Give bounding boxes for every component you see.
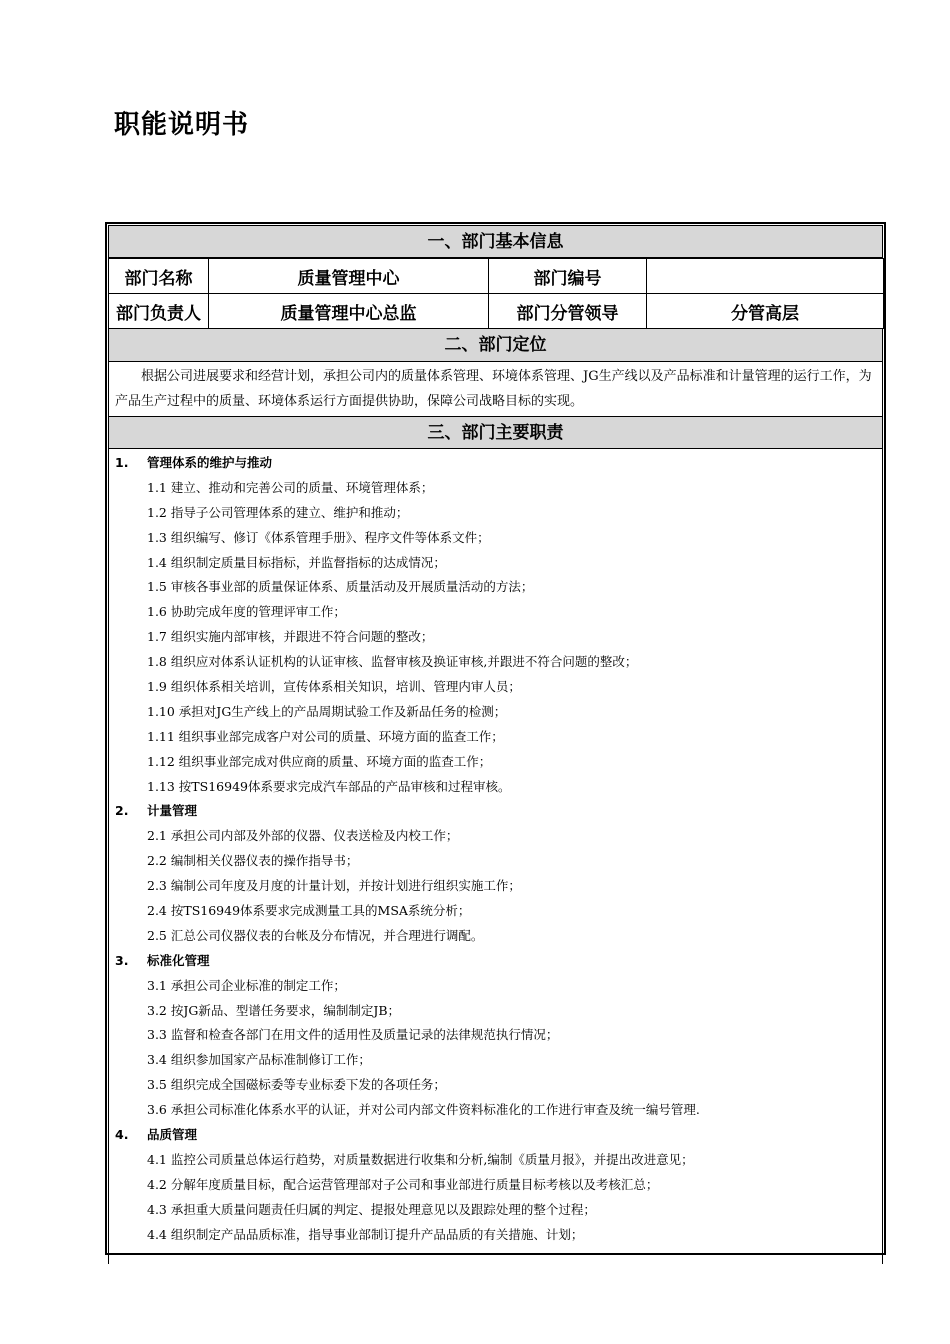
duty-group-number: 2. (115, 803, 129, 819)
duty-group-label: 标准化管理 (147, 952, 210, 968)
duty-item: 2.4 按TS16949体系要求完成测量工具的MSA系统分析； (147, 903, 471, 919)
duty-item: 1.9 组织体系相关培训，宣传体系相关知识，培训、管理内审人员； (147, 679, 521, 695)
duty-item: 1.10 承担对JG生产线上的产品周期试验工作及新品任务的检测； (147, 703, 507, 719)
basic-info-table (108, 258, 884, 329)
duty-item: 3.2 按JG新品、型谱任务要求，编制制定JB； (147, 1002, 401, 1018)
duty-item: 4.2 分解年度质量目标，配合运营管理部对子公司和事业部进行质量目标考核以及考核汇总； (147, 1176, 659, 1192)
duty-group-label: 管理体系的维护与推动 (147, 455, 273, 470)
duty-item: 1.4 组织制定质量目标指标，并监督指标的达成情况； (147, 554, 446, 570)
duty-item: 4.3 承担重大质量问题责任归属的判定、提报处理意见以及跟踪处理的整个过程； (147, 1201, 596, 1217)
duty-group-title (109, 1123, 882, 1148)
table-row (109, 259, 884, 294)
value-supervising-leader: 分管高层 (647, 294, 884, 329)
duty-item: 3.4 组织参加国家产品标准制修订工作； (147, 1052, 371, 1068)
duty-item: 3.6 承担公司标准化体系水平的认证，并对公司内部文件资料标准化的工作进行审查及统一编号管理. (147, 1102, 700, 1118)
value-dept-code (647, 259, 884, 294)
table-row (109, 294, 884, 329)
duty-item: 2.3 编制公司年度及月度的计量计划，并按计划进行组织实施工作； (147, 878, 521, 894)
value-dept-head: 质量管理中心总监 (209, 294, 489, 329)
duty-item: 1.11 组织事业部完成客户对公司的质量、环境方面的监查工作； (147, 728, 504, 744)
duty-item: 4.4 组织制定产品品质标准，指导事业部制订提升产品品质的有关措施、计划； (147, 1226, 584, 1242)
duty-item: 1.13 按TS16949体系要求完成汽车部品的产品审核和过程审核。 (147, 778, 511, 794)
duty-group-title (109, 451, 882, 476)
positioning-text: 根据公司进展要求和经营计划，承担公司内的质量体系管理、环境体系管理、JG生产线以及产品标准和计量管理的运行工作，为产品生产过程中的质量、环境体系运行方面提供协助，保障公司战略目标的实现。 (108, 362, 883, 416)
duty-group-title (109, 949, 882, 974)
duty-item: 1.2 指导子公司管理体系的建立、维护和推动； (147, 504, 409, 520)
duty-group-label: 品质管理 (147, 1127, 198, 1143)
duty-item: 3.5 组织完成全国磁标委等专业标委下发的各项任务； (147, 1077, 446, 1093)
duty-group-number: 4. (115, 1127, 129, 1143)
duty-item: 1.6 协助完成年度的管理评审工作； (147, 604, 346, 620)
label-dept-code: 部门编号 (489, 259, 647, 294)
duty-item: 4.1 监控公司质量总体运行趋势，对质量数据进行收集和分析,编制《质量月报》，并提出改进意见； (147, 1151, 694, 1167)
duty-group-number: 1. (115, 455, 129, 470)
duty-item: 3.3 监督和检查各部门在用文件的适用性及质量记录的法律规范执行情况； (147, 1027, 559, 1043)
duty-item: 1.12 组织事业部完成对供应商的质量、环境方面的监查工作； (147, 753, 492, 769)
duty-item: 1.7 组织实施内部审核，并跟进不符合问题的整改； (147, 629, 434, 645)
duty-item: 3.1 承担公司企业标准的制定工作； (147, 977, 346, 993)
section-header-basic-info: 一、部门基本信息 (108, 225, 883, 258)
label-dept-head: 部门负责人 (109, 294, 209, 329)
duty-item: 1.8 组织应对体系认证机构的认证审核、监督审核及换证审核,并跟进不符合问题的整改； (147, 654, 638, 670)
duty-item: 2.1 承担公司内部及外部的仪器、仪表送检及内校工作； (147, 828, 459, 844)
duty-item: 1.5 审核各事业部的质量保证体系、质量活动及开展质量活动的方法； (147, 579, 534, 595)
duties-list (108, 449, 883, 1264)
duty-item: 1.3 组织编写、修订《体系管理手册》、程序文件等体系文件； (147, 529, 490, 545)
label-supervising-leader: 部门分管领导 (489, 294, 647, 329)
duty-item: 2.5 汇总公司仪器仪表的台帐及分布情况，并合理进行调配。 (147, 927, 484, 943)
duty-group-title (109, 799, 882, 824)
duty-item: 1.1 建立、推动和完善公司的质量、环境管理体系； (147, 479, 434, 495)
label-dept-name: 部门名称 (109, 259, 209, 294)
value-dept-name: 质量管理中心 (209, 259, 489, 294)
duty-group-number: 3. (115, 952, 129, 968)
section-header-duties: 三、部门主要职责 (108, 416, 883, 449)
form-body (108, 225, 883, 1264)
section-header-positioning: 二、部门定位 (108, 329, 883, 362)
document-title: 职能说明书 (114, 110, 250, 140)
duty-item: 2.2 编制相关仪器仪表的操作指导书； (147, 853, 359, 869)
duty-group-label: 计量管理 (147, 803, 198, 819)
